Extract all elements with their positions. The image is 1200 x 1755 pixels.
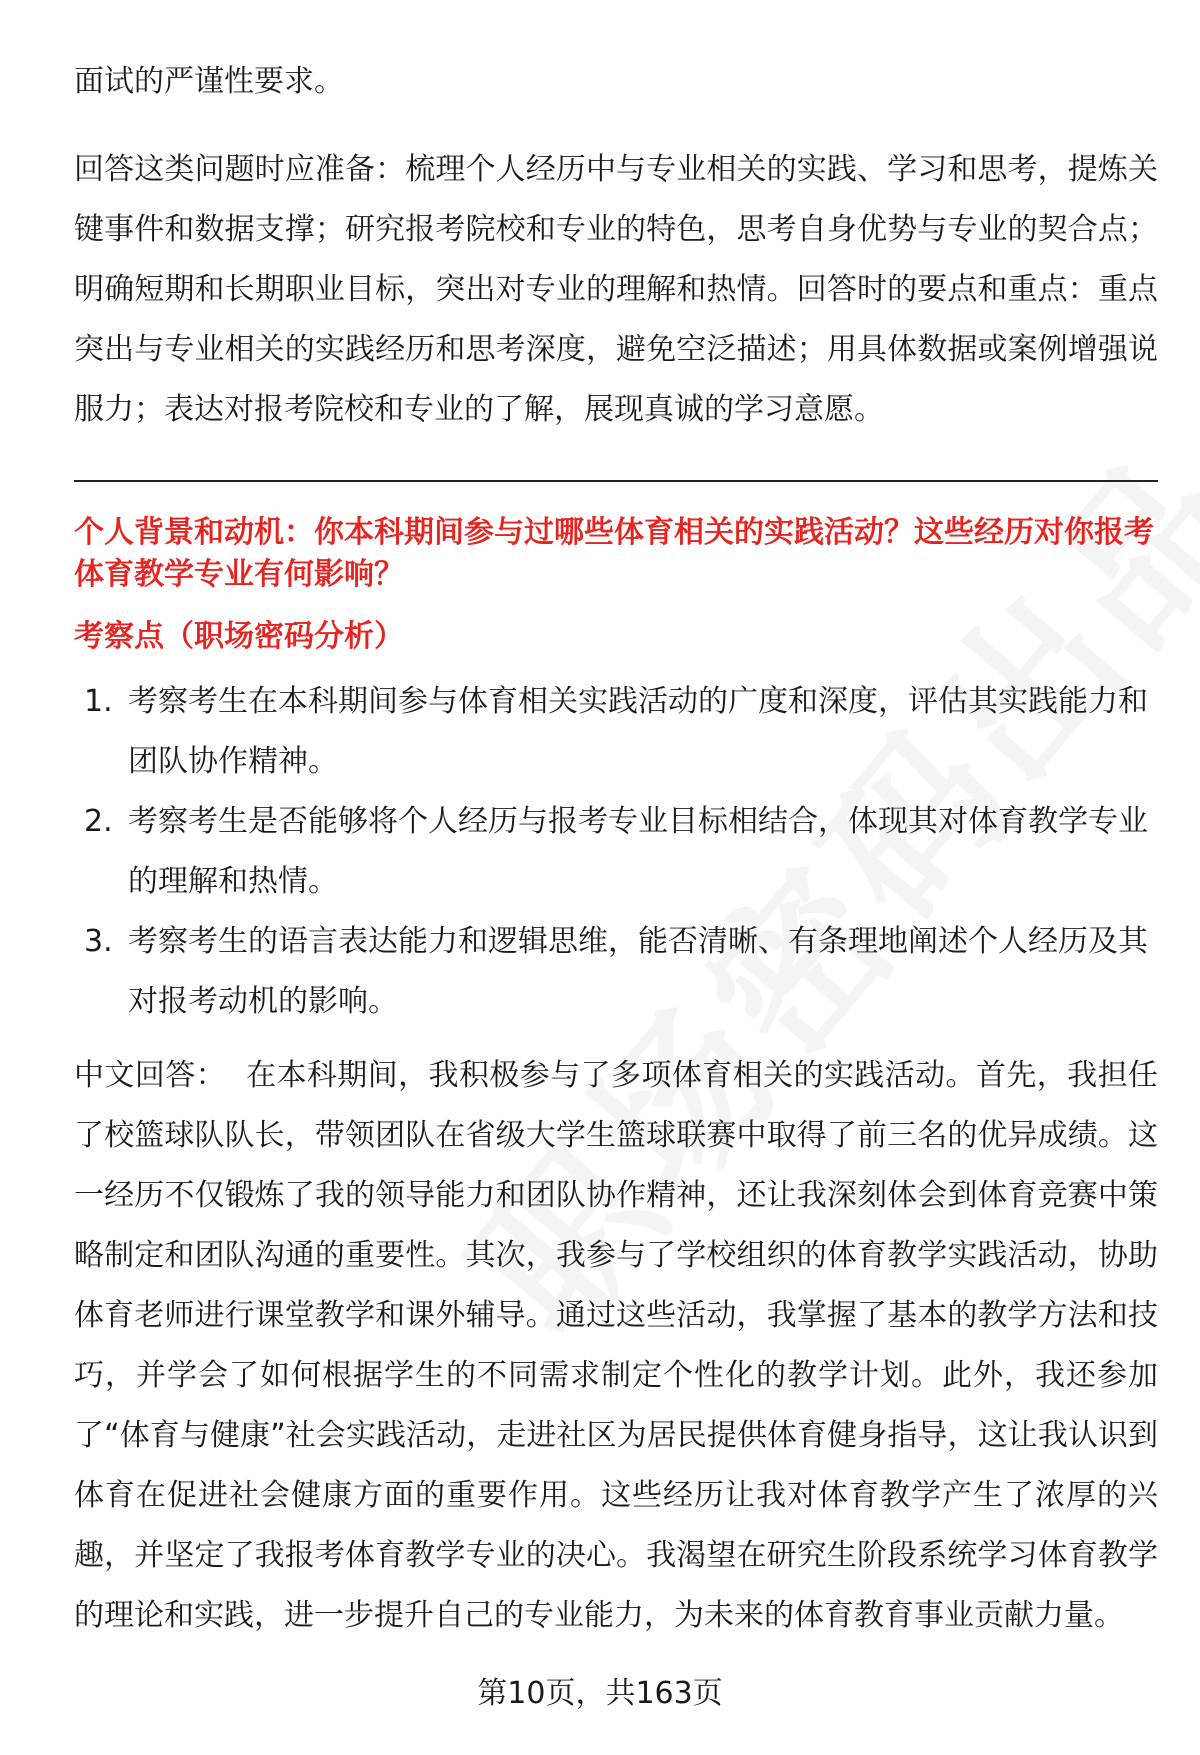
point-text: 考察考生的语言表达能力和逻辑思维，能否清晰、有条理地阐述个人经历及其对报考动机的影响。 bbox=[128, 924, 1148, 1019]
assessment-point bbox=[74, 792, 1158, 912]
answer-paragraph bbox=[74, 1046, 1158, 1646]
question-title: 个人背景和动机：你本科期间参与过哪些体育相关的实践活动？这些经历对你报考体育教学专业有何影响？ bbox=[74, 515, 1154, 592]
point-number: 1. bbox=[84, 684, 113, 719]
document-page bbox=[74, 52, 1158, 1646]
point-text: 考察考生是否能够将个人经历与报考专业目标相结合，体现其对体育教学专业的理解和热情。 bbox=[128, 804, 1148, 899]
assessment-point bbox=[74, 672, 1158, 792]
page-indicator: 第10页，共163页 bbox=[477, 1676, 723, 1711]
answer-text: 在本科期间，我积极参与了多项体育相关的实践活动。首先，我担任了校篮球队队长，带领团队在省级大学生篮球联赛中取得了前三名的优异成绩。这一经历不仅锻炼了我的领导能力和团队协作精神，还让我深刻体会到体育竞赛中策略制定和团队沟通的重要性。其次，我参与了学校组织的体育教学实践活动，协助体育老师进行课堂教学和课外辅导。通过这些活动，我掌握了基本的教学方法和技巧，并学会了如何根据学生的不同需求制定个性化的教学计划。此外，我还参加了“体育与健康”社会实践活动，走进社区为居民提供体育健身指导，这让我认识到体育在促进社会健康方面的重要作用。这些经历让我对体育教学产生了浓厚的兴趣，并坚定了我报考体育教学专业的决心。我渴望在研究生阶段系统学习体育教学的理论和实践，进一步提升自己的专业能力，为未来的体育教育事业贡献力量。 bbox=[74, 1058, 1159, 1633]
intro-paragraph-1: 面试的严谨性要求。 bbox=[74, 64, 344, 99]
assessment-point bbox=[74, 912, 1158, 1032]
point-number: 3. bbox=[84, 924, 113, 959]
intro-paragraph-2: 回答这类问题时应准备：梳理个人经历中与专业相关的实践、学习和思考，提炼关键事件和数据支撑；研究报考院校和专业的特色，思考自身优势与专业的契合点；明确短期和长期职业目标，突出对专业的理解和热情。回答时的要点和重点：重点突出与专业相关的实践经历和思考深度，避免空泛描述；用具体数据或案例增强说服力；表达对报考院校和专业的了解，展现真诚的学习意愿。 bbox=[74, 152, 1158, 427]
assessment-points-list bbox=[74, 672, 1158, 1032]
point-text: 考察考生在本科期间参与体育相关实践活动的广度和深度，评估其实践能力和团队协作精神。 bbox=[128, 684, 1148, 779]
point-number: 2. bbox=[84, 804, 113, 839]
section-divider bbox=[74, 480, 1158, 482]
assessment-heading: 考察点（职场密码分析） bbox=[74, 619, 404, 654]
answer-label: 中文回答： bbox=[74, 1058, 227, 1093]
